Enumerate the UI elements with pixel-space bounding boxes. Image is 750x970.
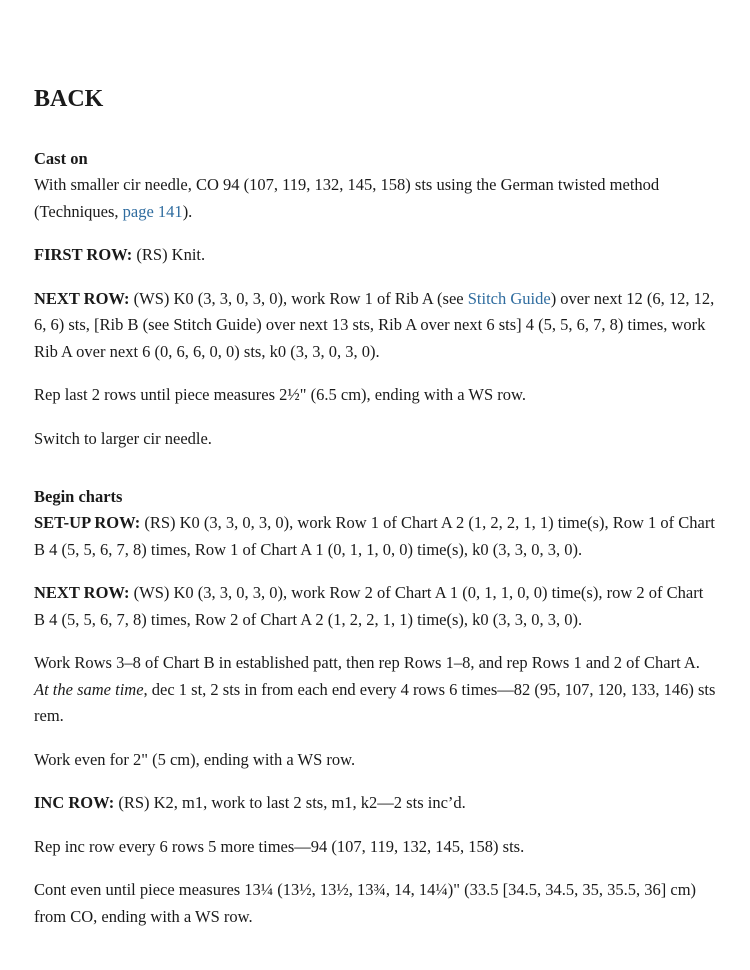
cast-on-text-end: ). [182,201,193,221]
next-row-2-text: (WS) K0 (3, 3, 0, 3, 0), work Row 2 of Chart A 1 (0, 1, 1, 0, 0) time(s), row 2 of Chart B 4 (5, 5, 6, 7, 8) times, Row 2 of Chart A 2 (1, 2, 2, 1, 1) time(s), k0 (3, 3, 0, 3, 0). [34,583,704,629]
next-row-1-text: (WS) K0 (3, 3, 0, 3, 0), work Row 1 of Rib A (see [129,288,468,308]
stitch-guide-link[interactable]: Stitch Guide [467,288,551,308]
inc-row-text: (RS) K2, m1, work to last 2 sts, m1, k2—2 sts inc’d. [114,793,466,812]
switch-paragraph: Switch to larger cir needle. [34,428,212,448]
cont-even-paragraph: Cont even until piece measures 13¼ (13½, 13½, 13¾, 14, 14¼)" (33.5 [34.5, 34.5, 35, 35.5, 36] cm) from CO, ending with a WS row. [34,880,697,926]
next-row-1-label: NEXT ROW: [34,288,130,308]
cast-on-text: With smaller cir needle, CO 94 (107, 119, 132, 145, 158) sts using the German twisted method (Techniques, [34,175,660,221]
page-title: BACK [34,86,104,112]
work-rows-italic: At the same time [34,679,144,699]
setup-row-paragraph [34,510,716,563]
work-rows-paragraph [34,650,716,730]
begin-charts-heading: Begin charts [34,487,123,506]
next-row-1-paragraph [34,286,716,366]
rep-inc-paragraph: Rep inc row every 6 rows 5 more times—94 (107, 119, 132, 145, 158) sts. [34,836,525,856]
work-even-paragraph: Work even for 2" (5 cm), ending with a WS row. [34,749,356,769]
cast-on-paragraph [34,172,716,225]
setup-row-text: (RS) K0 (3, 3, 0, 3, 0), work Row 1 of Chart A 2 (1, 2, 2, 1, 1) time(s), Row 1 of Chart B 4 (5, 5, 6, 7, 8) times, Row 1 of Chart A 1 (0, 1, 1, 0, 0) time(s), k0 (3, 3, 0, 3, 0). [34,513,715,559]
first-row-label: FIRST ROW: [34,245,133,264]
first-row-text: (RS) Knit. [132,245,206,264]
cast-on-heading: Cast on [34,149,88,168]
setup-row-label: SET-UP ROW: [34,513,141,532]
work-rows-text: Work Rows 3–8 of Chart B in established patt, then rep Rows 1–8, and rep Rows 1 and 2 of Chart A. [34,653,700,672]
page-141-link[interactable]: page 141 [122,201,183,221]
next-row-1-text-end: ) over next 12 (6, 12, 12, 6, 6) sts, [Rib B (see Stitch Guide) over next 13 sts, Rib A over next 6 sts] 4 (5, 5, 6, 7, 8) times, work Rib A over next 6 (0, 6, 6, 0, 0) sts, k0 (3, 3, 0, 3, 0). [34,288,715,361]
work-rows-text-end: , dec 1 st, 2 sts in from each end every 4 rows 6 times—82 (95, 107, 120, 133, 146) sts rem. [34,679,716,725]
rep-last-paragraph: Rep last 2 rows until piece measures 2½" (6.5 cm), ending with a WS row. [34,385,527,404]
first-row-paragraph [34,242,716,269]
inc-row-paragraph [34,790,716,817]
next-row-2-label: NEXT ROW: [34,583,130,602]
next-row-2-paragraph [34,580,716,633]
inc-row-label: INC ROW: [34,793,115,812]
